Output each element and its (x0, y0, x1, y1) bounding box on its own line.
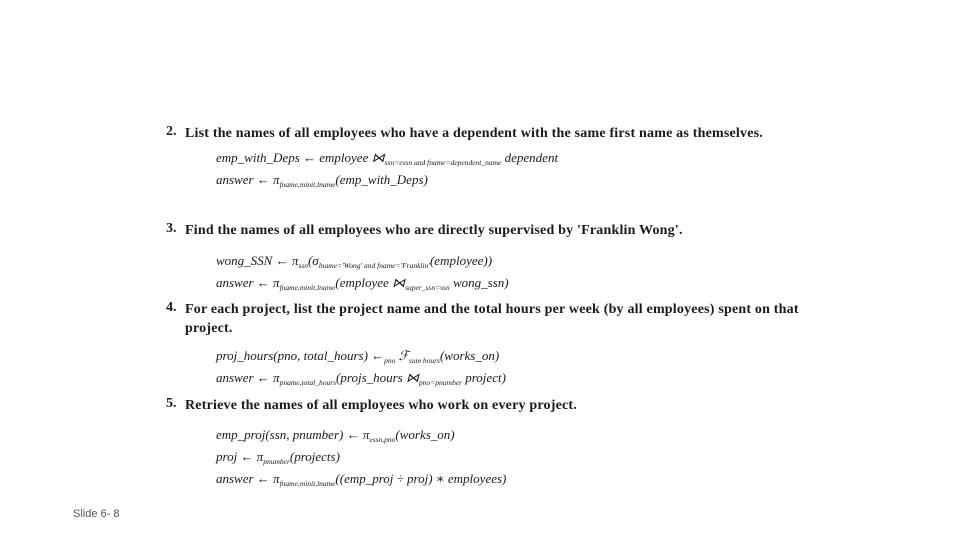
equation: answer ← $\pi_{fname,minit,lname}(emp\_with\_Deps)$ (216, 172, 428, 189)
equation: answer ← $\pi_{fname,minit,lname}(employee$ $⋈_{super\_ssn=ssn}$ wong_ssn) (216, 275, 509, 292)
question-text: Retrieve the names of all employees who work on every project. (185, 398, 577, 413)
item-5 (166, 396, 806, 492)
item-number: 2. (166, 124, 177, 139)
question-text: For each project, list the project name and the total hours per week (by all employees) spent on that project. (185, 302, 799, 336)
item-2 (166, 124, 806, 193)
item-4 (166, 300, 806, 391)
slide-number: Slide 6- 8 (73, 508, 120, 520)
equation: emp_with_Deps ← employee $⋈_{ssn=essn and fname=dependent\_name}$ dependent (216, 150, 559, 167)
item-number: 5. (166, 396, 177, 411)
equation: emp_proj(ssn, pnumber) ← $\pi_{essn,pno}(works\_on)$ (216, 427, 455, 444)
equation: answer ← $\pi_{fname,minit,lname}((emp\_proj$ ÷ proj) ∗ employees) (216, 471, 507, 488)
question-text: Find the names of all employees who are directly supervised by 'Franklin Wong'. (185, 223, 683, 238)
item-number: 4. (166, 300, 177, 315)
question-text: List the names of all employees who have a dependent with the same first name as themselves. (185, 126, 763, 141)
equation: proj ← $\pi_{pnumber}(projects)$ (216, 449, 340, 466)
equation: wong_SSN ← $\pi_{ssn}(\sigma_{lname='Wong' and fname='Franklin'}(employee))$ (216, 253, 493, 270)
equation: answer ← $\pi_{pname,total\_hours}(projs\_hours$ $⋈_{pno=pnumber}$ project) (216, 370, 506, 387)
item-3 (166, 221, 806, 296)
equation: proj_hours(pno, total_hours) $\leftarrow_{pno}$ ℱ$_{sum hours}$(works_on) (216, 348, 500, 365)
item-number: 3. (166, 221, 177, 236)
